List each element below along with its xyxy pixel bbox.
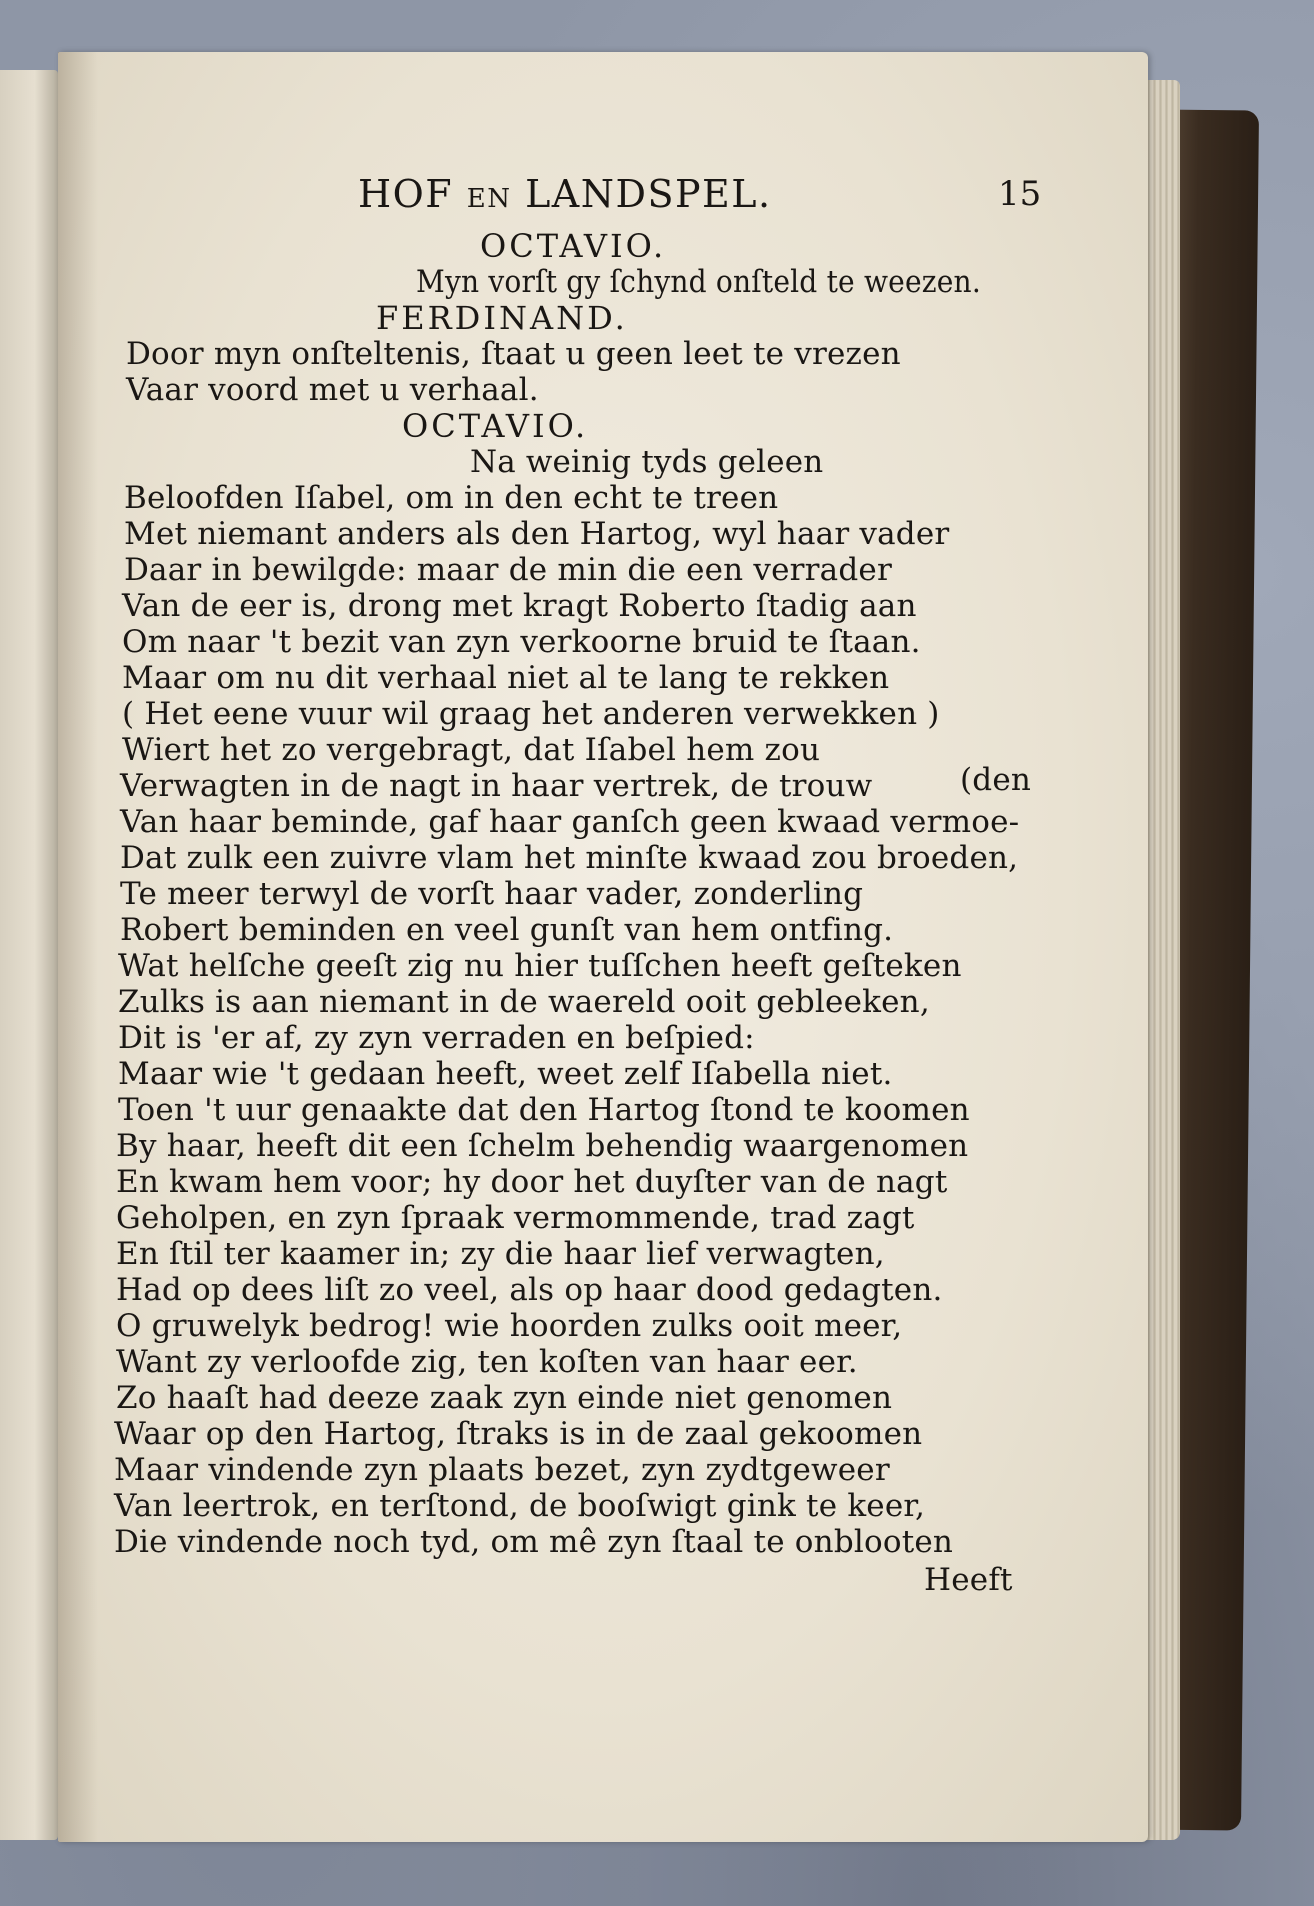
verse-line: Vaar voord met u verhaal. (126, 372, 539, 408)
verse-line: En ſtil ter kaamer in; zy die haar lief verwagten, (116, 1236, 885, 1272)
book-page (58, 52, 1148, 1842)
verse-line: O gruwelyk bedrog! wie hoorden zulks ooit meer, (116, 1308, 903, 1344)
speaker-heading: OCTAVIO. (480, 227, 667, 265)
verse-line: Robert beminden en veel gunſt van hem ontfing. (120, 912, 894, 948)
verse-line: Had op dees liſt zo veel, als op haar dood gedagten. (116, 1272, 943, 1308)
verse-line: Geholpen, en zyn ſpraak vermommende, trad zagt (116, 1200, 915, 1236)
verse-line: Van leertrok, en terſtond, de booſwigt gink te keer, (114, 1488, 926, 1524)
verse-line: Door myn onſteltenis, ſtaat u geen leet te vrezen (126, 336, 901, 372)
verse-line: Verwagten in de nagt in haar vertrek, de trouw (120, 768, 873, 804)
speaker-heading: OCTAVIO. (402, 407, 589, 445)
verse-line: Zulks is aan niemant in de waereld ooit gebleeken, (118, 984, 930, 1020)
verse-line: ( Het eene vuur wil graag het anderen verwekken ) (122, 696, 940, 732)
verse-line: Te meer terwyl de vorſt haar vader, zonderling (120, 876, 864, 912)
verse-line: Dit is 'er af, zy zyn verraden en beſpied: (118, 1020, 755, 1056)
verse-line: By haar, heeft dit een ſchelm behendig waargenomen (116, 1128, 969, 1164)
turnover-word: (den (960, 762, 1032, 798)
page-text (58, 52, 1148, 1842)
speaker-heading: FERDINAND. (376, 299, 628, 337)
verse-line: Maar om nu dit verhaal niet al te lang te rekken (122, 660, 890, 696)
verse-line: Daar in bewilgde: maar de min die een verrader (124, 552, 892, 588)
verse-line: Van haar beminde, gaf haar ganſch geen kwaad vermoe- (120, 804, 1020, 840)
verse-line: Na weinig tyds geleen (470, 444, 824, 480)
verse-line: Zo haaſt had deeze zaak zyn einde niet genomen (116, 1380, 893, 1416)
verse-line: Maar vindende zyn plaats bezet, zyn zydtgeweer (114, 1452, 890, 1488)
verse-line: Dat zulk een zuivre vlam het minſte kwaad zou broeden, (120, 840, 1019, 876)
verse-line: Maar wie 't gedaan heeft, weet zelf Iſabella niet. (118, 1056, 893, 1092)
verse-line: Wat helſche geeſt zig nu hier tuſſchen heeft geſteken (118, 948, 962, 984)
verse-line: Die vindende noch tyd, om mê zyn ſtaal te onblooten (114, 1524, 954, 1560)
verse-line: Van de eer is, drong met kragt Roberto ſtadig aan (122, 588, 917, 624)
verse-line: Met niemant anders als den Hartog, wyl haar vader (124, 516, 950, 552)
verse-line: Beloofden Iſabel, om in den echt te treen (124, 480, 779, 516)
catchword: Heeft (924, 1562, 1013, 1598)
verse-line: Toen 't uur genaakte dat den Hartog ſtond te koomen (118, 1092, 970, 1128)
running-title: HOF EN LANDSPEL. (358, 172, 772, 216)
verse-line: Want zy verloofde zig, ten koſten van haar eer. (116, 1344, 858, 1380)
verse-line: Wiert het zo vergebragt, dat Iſabel hem zou (122, 732, 821, 768)
left-page-edge (0, 70, 58, 1840)
verse-line: Om naar 't bezit van zyn verkoorne bruid te ſtaan. (122, 624, 921, 660)
verse-line: Myn vorſt gy ſchynd onſteld te weezen. (416, 264, 981, 300)
verse-line: En kwam hem voor; hy door het duyſter van de nagt (116, 1164, 948, 1200)
verse-line: Waar op den Hartog, ſtraks is in de zaal gekoomen (114, 1416, 923, 1452)
page-number: 15 (998, 174, 1042, 214)
